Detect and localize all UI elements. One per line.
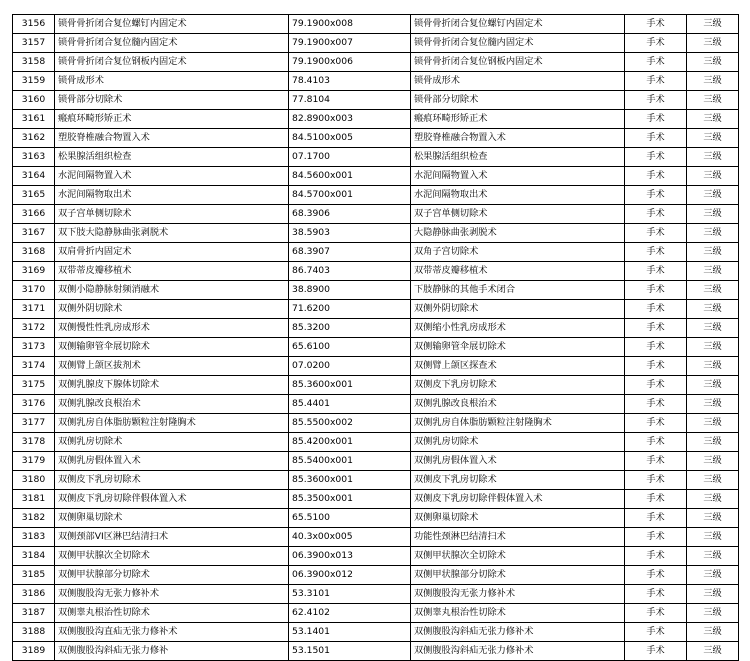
cell-sequence: 3177 xyxy=(13,414,55,433)
cell-level: 三级 xyxy=(687,547,739,566)
cell-procedure-name: 锁骨部分切除术 xyxy=(55,91,289,110)
cell-procedure-name-mapped: 双侧乳腺改良根治术 xyxy=(411,395,625,414)
cell-level: 三级 xyxy=(687,224,739,243)
cell-level: 三级 xyxy=(687,129,739,148)
cell-procedure-name-mapped: 下肢静脉的其他手术闭合 xyxy=(411,281,625,300)
cell-procedure-name-mapped: 双侧乳房切除术 xyxy=(411,433,625,452)
cell-category: 手术 xyxy=(625,642,687,661)
cell-procedure-name-mapped: 大隐静脉曲张剥脱术 xyxy=(411,224,625,243)
cell-level: 三级 xyxy=(687,528,739,547)
table-row xyxy=(13,338,739,357)
cell-sequence: 3176 xyxy=(13,395,55,414)
cell-code: 65.6100 xyxy=(289,338,411,357)
cell-procedure-name-mapped: 双侧臂上颌区探查术 xyxy=(411,357,625,376)
cell-level: 三级 xyxy=(687,566,739,585)
cell-sequence: 3169 xyxy=(13,262,55,281)
table-row xyxy=(13,528,739,547)
cell-sequence: 3157 xyxy=(13,34,55,53)
cell-procedure-name: 双侧乳腺皮下腺体切除术 xyxy=(55,376,289,395)
cell-procedure-name: 双侧输卵管伞展切除术 xyxy=(55,338,289,357)
cell-code: 53.1501 xyxy=(289,642,411,661)
cell-code: 79.1900x008 xyxy=(289,15,411,34)
cell-code: 78.4103 xyxy=(289,72,411,91)
cell-code: 82.8900x003 xyxy=(289,110,411,129)
cell-category: 手术 xyxy=(625,490,687,509)
cell-procedure-name-mapped: 功能性颈淋巴结清扫术 xyxy=(411,528,625,547)
cell-procedure-name-mapped: 瘢痕环畸形矫正术 xyxy=(411,110,625,129)
cell-sequence: 3183 xyxy=(13,528,55,547)
cell-code: 85.4200x001 xyxy=(289,433,411,452)
cell-level: 三级 xyxy=(687,414,739,433)
cell-level: 三级 xyxy=(687,338,739,357)
cell-code: 85.5400x001 xyxy=(289,452,411,471)
cell-procedure-name-mapped: 锁骨成形术 xyxy=(411,72,625,91)
cell-code: 40.3x00x005 xyxy=(289,528,411,547)
cell-category: 手术 xyxy=(625,585,687,604)
cell-procedure-name-mapped: 双侧皮下乳房切除术 xyxy=(411,471,625,490)
cell-sequence: 3156 xyxy=(13,15,55,34)
cell-procedure-name: 锁骨骨折闭合复位髓内固定术 xyxy=(55,34,289,53)
cell-sequence: 3160 xyxy=(13,91,55,110)
table-row xyxy=(13,167,739,186)
cell-procedure-name-mapped: 锁骨骨折闭合复位钢板内固定术 xyxy=(411,53,625,72)
cell-sequence: 3162 xyxy=(13,129,55,148)
cell-procedure-name: 水泥间隔物置入术 xyxy=(55,167,289,186)
cell-sequence: 3180 xyxy=(13,471,55,490)
table-row xyxy=(13,604,739,623)
cell-code: 06.3900x013 xyxy=(289,547,411,566)
cell-code: 85.3500x001 xyxy=(289,490,411,509)
cell-code: 85.3200 xyxy=(289,319,411,338)
cell-category: 手术 xyxy=(625,547,687,566)
cell-level: 三级 xyxy=(687,110,739,129)
cell-procedure-name-mapped: 松果腺活组织检查 xyxy=(411,148,625,167)
cell-category: 手术 xyxy=(625,34,687,53)
cell-sequence: 3171 xyxy=(13,300,55,319)
cell-code: 71.6200 xyxy=(289,300,411,319)
table-row xyxy=(13,243,739,262)
cell-level: 三级 xyxy=(687,300,739,319)
table-row xyxy=(13,15,739,34)
cell-category: 手术 xyxy=(625,623,687,642)
cell-category: 手术 xyxy=(625,300,687,319)
cell-category: 手术 xyxy=(625,528,687,547)
cell-procedure-name: 双侧乳房切除术 xyxy=(55,433,289,452)
cell-category: 手术 xyxy=(625,414,687,433)
cell-procedure-name: 水泥间隔物取出术 xyxy=(55,186,289,205)
cell-level: 三级 xyxy=(687,376,739,395)
cell-code: 86.7403 xyxy=(289,262,411,281)
cell-code: 06.3900x012 xyxy=(289,566,411,585)
cell-level: 三级 xyxy=(687,433,739,452)
cell-procedure-name-mapped: 双侧腹股沟斜疝无张力修补术 xyxy=(411,623,625,642)
cell-procedure-name-mapped: 双子宫单侧切除术 xyxy=(411,205,625,224)
table-row xyxy=(13,129,739,148)
cell-procedure-name-mapped: 双侧输卵管伞展切除术 xyxy=(411,338,625,357)
cell-category: 手术 xyxy=(625,15,687,34)
cell-procedure-name: 双带蒂皮瓣移植术 xyxy=(55,262,289,281)
cell-code: 53.3101 xyxy=(289,585,411,604)
cell-sequence: 3168 xyxy=(13,243,55,262)
cell-level: 三级 xyxy=(687,148,739,167)
table-row xyxy=(13,452,739,471)
cell-category: 手术 xyxy=(625,604,687,623)
cell-code: 07.1700 xyxy=(289,148,411,167)
cell-level: 三级 xyxy=(687,357,739,376)
cell-procedure-name-mapped: 双侧甲状腺部分切除术 xyxy=(411,566,625,585)
cell-category: 手术 xyxy=(625,91,687,110)
cell-code: 62.4102 xyxy=(289,604,411,623)
cell-code: 84.5700x001 xyxy=(289,186,411,205)
cell-sequence: 3188 xyxy=(13,623,55,642)
cell-level: 三级 xyxy=(687,490,739,509)
table-row xyxy=(13,509,739,528)
cell-procedure-name-mapped: 水泥间隔物置入术 xyxy=(411,167,625,186)
cell-code: 07.0200 xyxy=(289,357,411,376)
cell-sequence: 3164 xyxy=(13,167,55,186)
cell-code: 68.3907 xyxy=(289,243,411,262)
cell-level: 三级 xyxy=(687,243,739,262)
cell-procedure-name: 双侧慢性性乳房成形术 xyxy=(55,319,289,338)
cell-procedure-name-mapped: 双侧睾丸根治性切除术 xyxy=(411,604,625,623)
cell-procedure-name-mapped: 双带蒂皮瓣移植术 xyxy=(411,262,625,281)
cell-procedure-name-mapped: 双侧卵巢切除术 xyxy=(411,509,625,528)
cell-category: 手术 xyxy=(625,281,687,300)
cell-procedure-name: 双侧外阴切除术 xyxy=(55,300,289,319)
cell-level: 三级 xyxy=(687,72,739,91)
cell-sequence: 3165 xyxy=(13,186,55,205)
cell-procedure-name: 双下肢大隐静脉曲张剥脱术 xyxy=(55,224,289,243)
cell-procedure-name: 双侧腹股沟直疝无张力修补术 xyxy=(55,623,289,642)
table-row xyxy=(13,91,739,110)
cell-category: 手术 xyxy=(625,376,687,395)
cell-sequence: 3185 xyxy=(13,566,55,585)
cell-code: 84.5100x005 xyxy=(289,129,411,148)
table-row xyxy=(13,585,739,604)
cell-procedure-name-mapped: 双侧皮下乳房切除伴假体置入术 xyxy=(411,490,625,509)
cell-code: 84.5600x001 xyxy=(289,167,411,186)
cell-category: 手术 xyxy=(625,395,687,414)
cell-procedure-name: 双侧甲状腺次全切除术 xyxy=(55,547,289,566)
table-row xyxy=(13,566,739,585)
table-row xyxy=(13,547,739,566)
cell-category: 手术 xyxy=(625,205,687,224)
cell-sequence: 3172 xyxy=(13,319,55,338)
cell-procedure-name-mapped: 锁骨部分切除术 xyxy=(411,91,625,110)
cell-level: 三级 xyxy=(687,34,739,53)
cell-procedure-name-mapped: 双侧甲状腺次全切除术 xyxy=(411,547,625,566)
table-row xyxy=(13,376,739,395)
cell-sequence: 3179 xyxy=(13,452,55,471)
cell-sequence: 3184 xyxy=(13,547,55,566)
cell-procedure-name-mapped: 双侧乳房自体脂肪颗粒注射隆胸术 xyxy=(411,414,625,433)
cell-code: 53.1401 xyxy=(289,623,411,642)
cell-procedure-name-mapped: 双侧外阴切除术 xyxy=(411,300,625,319)
cell-category: 手术 xyxy=(625,433,687,452)
cell-code: 85.5500x002 xyxy=(289,414,411,433)
cell-level: 三级 xyxy=(687,585,739,604)
cell-category: 手术 xyxy=(625,224,687,243)
cell-sequence: 3186 xyxy=(13,585,55,604)
cell-sequence: 3167 xyxy=(13,224,55,243)
cell-sequence: 3182 xyxy=(13,509,55,528)
cell-sequence: 3166 xyxy=(13,205,55,224)
cell-level: 三级 xyxy=(687,281,739,300)
cell-sequence: 3181 xyxy=(13,490,55,509)
cell-procedure-name: 双侧睾丸根治性切除术 xyxy=(55,604,289,623)
cell-category: 手术 xyxy=(625,319,687,338)
cell-procedure-name: 双侧臂上颌区拔剂术 xyxy=(55,357,289,376)
cell-sequence: 3158 xyxy=(13,53,55,72)
table-row xyxy=(13,414,739,433)
cell-code: 85.3600x001 xyxy=(289,471,411,490)
table-row xyxy=(13,357,739,376)
cell-level: 三级 xyxy=(687,471,739,490)
cell-procedure-name: 双侧乳腺改良根治术 xyxy=(55,395,289,414)
table-row xyxy=(13,471,739,490)
table-row xyxy=(13,72,739,91)
cell-procedure-name: 双侧甲状腺部分切除术 xyxy=(55,566,289,585)
cell-procedure-name-mapped: 塑胶脊椎融合物置入术 xyxy=(411,129,625,148)
table-row xyxy=(13,205,739,224)
table-body xyxy=(13,15,739,661)
cell-procedure-name: 瘢痕环畸形矫正术 xyxy=(55,110,289,129)
cell-level: 三级 xyxy=(687,509,739,528)
cell-sequence: 3174 xyxy=(13,357,55,376)
cell-procedure-name-mapped: 水泥间隔物取出术 xyxy=(411,186,625,205)
cell-procedure-name-mapped: 双侧皮下乳房切除术 xyxy=(411,376,625,395)
table-row xyxy=(13,433,739,452)
cell-sequence: 3178 xyxy=(13,433,55,452)
table-row xyxy=(13,300,739,319)
cell-level: 三级 xyxy=(687,15,739,34)
cell-level: 三级 xyxy=(687,205,739,224)
table-row xyxy=(13,262,739,281)
cell-category: 手术 xyxy=(625,262,687,281)
cell-level: 三级 xyxy=(687,623,739,642)
cell-procedure-name: 锁骨骨折闭合复位螺钉内固定术 xyxy=(55,15,289,34)
table-row xyxy=(13,319,739,338)
table-row xyxy=(13,148,739,167)
cell-code: 65.5100 xyxy=(289,509,411,528)
cell-level: 三级 xyxy=(687,53,739,72)
cell-category: 手术 xyxy=(625,509,687,528)
cell-category: 手术 xyxy=(625,243,687,262)
cell-sequence: 3173 xyxy=(13,338,55,357)
cell-category: 手术 xyxy=(625,167,687,186)
cell-level: 三级 xyxy=(687,186,739,205)
cell-procedure-name-mapped: 锁骨骨折闭合复位螺钉内固定术 xyxy=(411,15,625,34)
cell-category: 手术 xyxy=(625,357,687,376)
table-row xyxy=(13,395,739,414)
cell-level: 三级 xyxy=(687,91,739,110)
cell-sequence: 3159 xyxy=(13,72,55,91)
table-row xyxy=(13,186,739,205)
cell-category: 手术 xyxy=(625,129,687,148)
cell-procedure-name: 双侧颈部VI区淋巴结清扫术 xyxy=(55,528,289,547)
cell-procedure-name-mapped: 双侧腹股沟斜疝无张力修补术 xyxy=(411,642,625,661)
cell-category: 手术 xyxy=(625,148,687,167)
cell-sequence: 3163 xyxy=(13,148,55,167)
cell-code: 85.4401 xyxy=(289,395,411,414)
cell-procedure-name-mapped: 双侧缩小性乳房成形术 xyxy=(411,319,625,338)
cell-procedure-name: 双侧乳房自体脂肪颗粒注射隆胸术 xyxy=(55,414,289,433)
cell-category: 手术 xyxy=(625,186,687,205)
cell-level: 三级 xyxy=(687,262,739,281)
cell-procedure-name: 双子宫单侧切除术 xyxy=(55,205,289,224)
cell-sequence: 3187 xyxy=(13,604,55,623)
table-row xyxy=(13,490,739,509)
cell-level: 三级 xyxy=(687,167,739,186)
table-row xyxy=(13,623,739,642)
cell-procedure-name: 松果腺活组织检查 xyxy=(55,148,289,167)
cell-level: 三级 xyxy=(687,395,739,414)
cell-code: 77.8104 xyxy=(289,91,411,110)
cell-procedure-name: 双侧皮下乳房切除术 xyxy=(55,471,289,490)
cell-level: 三级 xyxy=(687,604,739,623)
surgery-code-table xyxy=(12,14,739,661)
cell-procedure-name: 双侧皮下乳房切除伴假体置入术 xyxy=(55,490,289,509)
cell-sequence: 3175 xyxy=(13,376,55,395)
cell-procedure-name: 双侧卵巢切除术 xyxy=(55,509,289,528)
cell-level: 三级 xyxy=(687,642,739,661)
cell-sequence: 3189 xyxy=(13,642,55,661)
cell-category: 手术 xyxy=(625,110,687,129)
table-row xyxy=(13,224,739,243)
cell-code: 38.5903 xyxy=(289,224,411,243)
cell-procedure-name: 双侧乳房假体置入术 xyxy=(55,452,289,471)
table-row xyxy=(13,110,739,129)
cell-procedure-name: 双肩骨折内固定术 xyxy=(55,243,289,262)
cell-procedure-name: 双侧腹股沟无张力修补术 xyxy=(55,585,289,604)
cell-category: 手术 xyxy=(625,471,687,490)
table-row xyxy=(13,281,739,300)
cell-procedure-name-mapped: 双侧腹股沟无张力修补术 xyxy=(411,585,625,604)
cell-category: 手术 xyxy=(625,452,687,471)
table-row xyxy=(13,53,739,72)
cell-category: 手术 xyxy=(625,72,687,91)
table-row xyxy=(13,642,739,661)
cell-category: 手术 xyxy=(625,53,687,72)
cell-level: 三级 xyxy=(687,452,739,471)
cell-level: 三级 xyxy=(687,319,739,338)
cell-procedure-name-mapped: 双侧乳房假体置入术 xyxy=(411,452,625,471)
cell-procedure-name: 锁骨骨折闭合复位钢板内固定术 xyxy=(55,53,289,72)
cell-category: 手术 xyxy=(625,338,687,357)
cell-procedure-name: 塑胶脊椎融合物置入术 xyxy=(55,129,289,148)
cell-code: 85.3600x001 xyxy=(289,376,411,395)
cell-procedure-name-mapped: 双角子宫切除术 xyxy=(411,243,625,262)
table-row xyxy=(13,34,739,53)
cell-category: 手术 xyxy=(625,566,687,585)
cell-procedure-name: 双侧小隐静脉射频消融术 xyxy=(55,281,289,300)
cell-procedure-name: 锁骨成形术 xyxy=(55,72,289,91)
cell-sequence: 3170 xyxy=(13,281,55,300)
cell-procedure-name: 双侧腹股沟斜疝无张力修补 xyxy=(55,642,289,661)
cell-code: 68.3906 xyxy=(289,205,411,224)
cell-code: 38.8900 xyxy=(289,281,411,300)
cell-sequence: 3161 xyxy=(13,110,55,129)
cell-code: 79.1900x007 xyxy=(289,34,411,53)
cell-code: 79.1900x006 xyxy=(289,53,411,72)
cell-procedure-name-mapped: 锁骨骨折闭合复位髓内固定术 xyxy=(411,34,625,53)
